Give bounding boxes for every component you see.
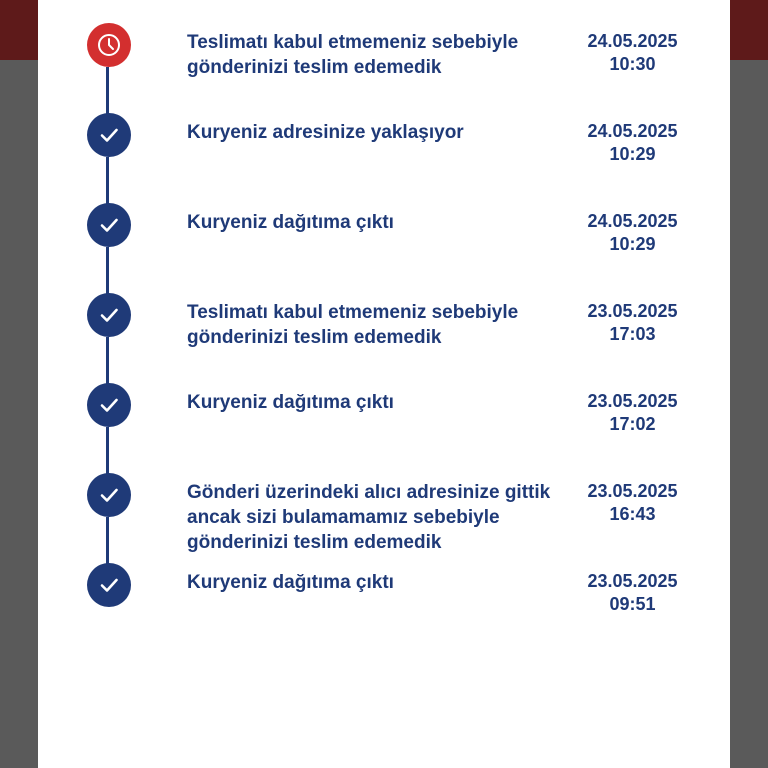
timeline-event [38,292,730,352]
timeline-event [38,562,730,622]
event-time: 10:30 [609,54,656,74]
delivery-timeline [38,0,730,768]
timeline-event [38,382,730,442]
event-date: 24.05.2025 [587,31,678,51]
event-timestamp [570,570,695,616]
timeline-event [38,202,730,262]
event-description: Teslimatı kabul etmemeniz sebebiyle gönderinizi teslim edemedik [187,302,519,348]
check-icon [87,383,131,427]
check-icon [87,473,131,517]
event-time: 16:43 [609,504,656,524]
timeline-event [38,22,730,82]
delivery-history-sheet [38,0,730,768]
event-timestamp [570,390,695,436]
event-time: 09:51 [609,594,656,614]
clock-icon [87,23,131,67]
timeline-event [38,112,730,172]
event-description: Teslimatı kabul etmemeniz sebebiyle gönderinizi teslim edemedik [187,32,519,78]
event-timestamp [570,300,695,346]
event-description: Gönderi üzerindeki alıcı adresinize gittik ancak sizi bulamamamız sebebiyle gönderinizi teslim edemedik [187,482,551,553]
event-date: 23.05.2025 [587,481,678,501]
event-time: 17:03 [609,324,656,344]
event-timestamp [570,30,695,76]
event-description: Kuryeniz dağıtıma çıktı [187,392,394,413]
timeline-event [38,472,730,553]
event-date: 23.05.2025 [587,571,678,591]
event-timestamp [570,120,695,166]
event-description: Kuryeniz adresinize yaklaşıyor [187,122,464,143]
event-description: Kuryeniz dağıtıma çıktı [187,572,394,593]
event-date: 24.05.2025 [587,211,678,231]
check-icon [87,563,131,607]
event-date: 24.05.2025 [587,121,678,141]
event-description: Kuryeniz dağıtıma çıktı [187,212,394,233]
event-time: 10:29 [609,234,656,254]
event-time: 10:29 [609,144,656,164]
check-icon [87,203,131,247]
check-icon [87,293,131,337]
event-time: 17:02 [609,414,656,434]
check-icon [87,113,131,157]
event-timestamp [570,480,695,526]
event-timestamp [570,210,695,256]
event-date: 23.05.2025 [587,391,678,411]
event-date: 23.05.2025 [587,301,678,321]
